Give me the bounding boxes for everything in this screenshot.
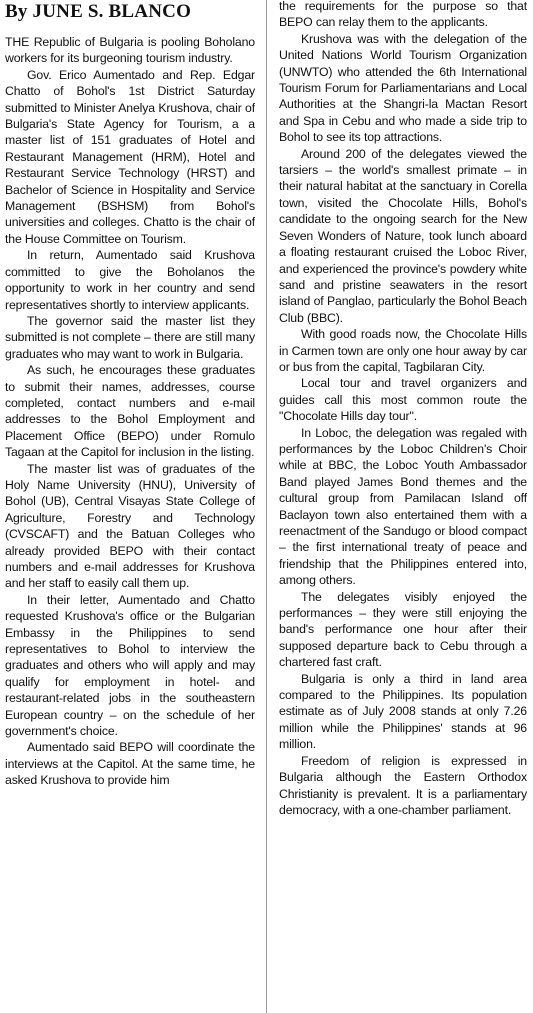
- paragraph: The delegates visibly enjoyed the performances – they were still enjoying the band's performance one hour after their supposed departure back to Cebu through a chartered fast craft.: [279, 589, 527, 670]
- paragraph: Gov. Erico Aumentado and Rep. Edgar Chatto of Bohol's 1st District Saturday submitted to Minister Anelya Krushova, chair of Bulgaria's State Agency for Tourism, a a master list of 151 graduates of Hotel and Restaurant Management (HRM), Hotel and Restaurant Service Technology (HRST) and Bachelor of Science in Hospitality and Service Management (BSHSM) from Bohol's universities and colleges. Chatto is the chair of the House Committee on Tourism.: [5, 67, 255, 246]
- paragraph: With good roads now, the Chocolate Hills in Carmen town are only one hour away by car or bus from the capital, Tagbilaran City.: [279, 327, 527, 374]
- paragraph: In their letter, Aumentado and Chatto requested Krushova's office or the Bulgarian Embassy in the Philippines to send representatives to Bohol to interview the graduates and others who will apply and may qualify for employment in hotel- and restaurant-related jobs in the southeastern European country – on the schedule of her government's choice.: [5, 592, 255, 739]
- paragraph: Local tour and travel organizers and guides call this most common route the "Chocolate Hills day tour".: [279, 376, 527, 424]
- paragraph: Aumentado said BEPO will coordinate the interviews at the Capitol. At the same time, he asked Krushova to provide him: [5, 740, 255, 788]
- paragraph: Bulgaria is only a third in land area compared to the Philippines. Its population estimate as of July 2008 stands at only 7.26 million while the Philippines' stands at 96 million.: [279, 671, 527, 752]
- column-divider: [266, 0, 267, 1013]
- paragraph-continued: the requirements for the purpose so that BEPO can relay them to the applicants.: [279, 0, 527, 30]
- article-column-left: [5, 0, 255, 1013]
- paragraph: The master list was of graduates of the Holy Name University (HNU), University of Bohol (UB), Central Visayas State College of Agriculture, Forestry and Technology (CVSCAFT) and the Batuan Colleges who already provided BEPO with their contact numbers and e-mail addresses for Krushova and her staff to easily call them up.: [5, 461, 255, 591]
- byline: By JUNE S. BLANCO: [5, 1, 192, 22]
- article-column-right: [279, 0, 527, 1013]
- paragraph: As such, he encourages these graduates to submit their names, addresses, course completed, contact numbers and e-mail addresses to the Bohol Employment and Placement Office (BEPO) under Romulo Tagaan at the Capitol for inclusion in the listing.: [5, 363, 255, 460]
- paragraph: Around 200 of the delegates viewed the tarsiers – the world's smallest primate – in their natural habitat at the sanctuary in Corella town, visited the Chocolate Hills, Bohol's candidate to the ongoing search for the New Seven Wonders of Nature, took lunch aboard a floating restaurant cruised the Loboc River, and experienced the province's powdery white sand and pristine seawaters in the resort island of Panglao, particularly the Bohol Beach Club (BBC).: [279, 146, 527, 325]
- paragraph: In return, Aumentado said Krushova committed to give the Boholanos the opportunity to work in her country and send representatives shortly to interview applicants.: [5, 248, 255, 312]
- paragraph: THE Republic of Bulgaria is pooling Boholano workers for its burgeoning tourism industry.: [5, 35, 255, 66]
- paragraph: Krushova was with the delegation of the United Nations World Tourism Organization (UNWTO) who attended the 6th International Tourism Forum for Parliamentarians and Local Authorities at the Shangri-la Mactan Resort and Spa in Cebu and who made a side trip to Bohol to see its top attractions.: [279, 31, 527, 145]
- paragraph: Freedom of religion is expressed in Bulgaria although the Eastern Orthodox Christianity is prevalent. It is a parliamentary democracy, with a one-chamber parliament.: [279, 753, 527, 817]
- paragraph: The governor said the master list they submitted is not complete – there are still many graduates who may want to work in Bulgaria.: [5, 313, 255, 361]
- paragraph: In Loboc, the delegation was regaled with performances by the Loboc Children's Choir while at BBC, the Loboc Youth Ambassador Band played James Bond themes and the cultural group from Pamilacan Island off Baclayon town also entertained them with a reenactment of the Sandugo or blood compact – the first international treaty of peace and friendship that the Philippines entered into, among others.: [279, 425, 527, 588]
